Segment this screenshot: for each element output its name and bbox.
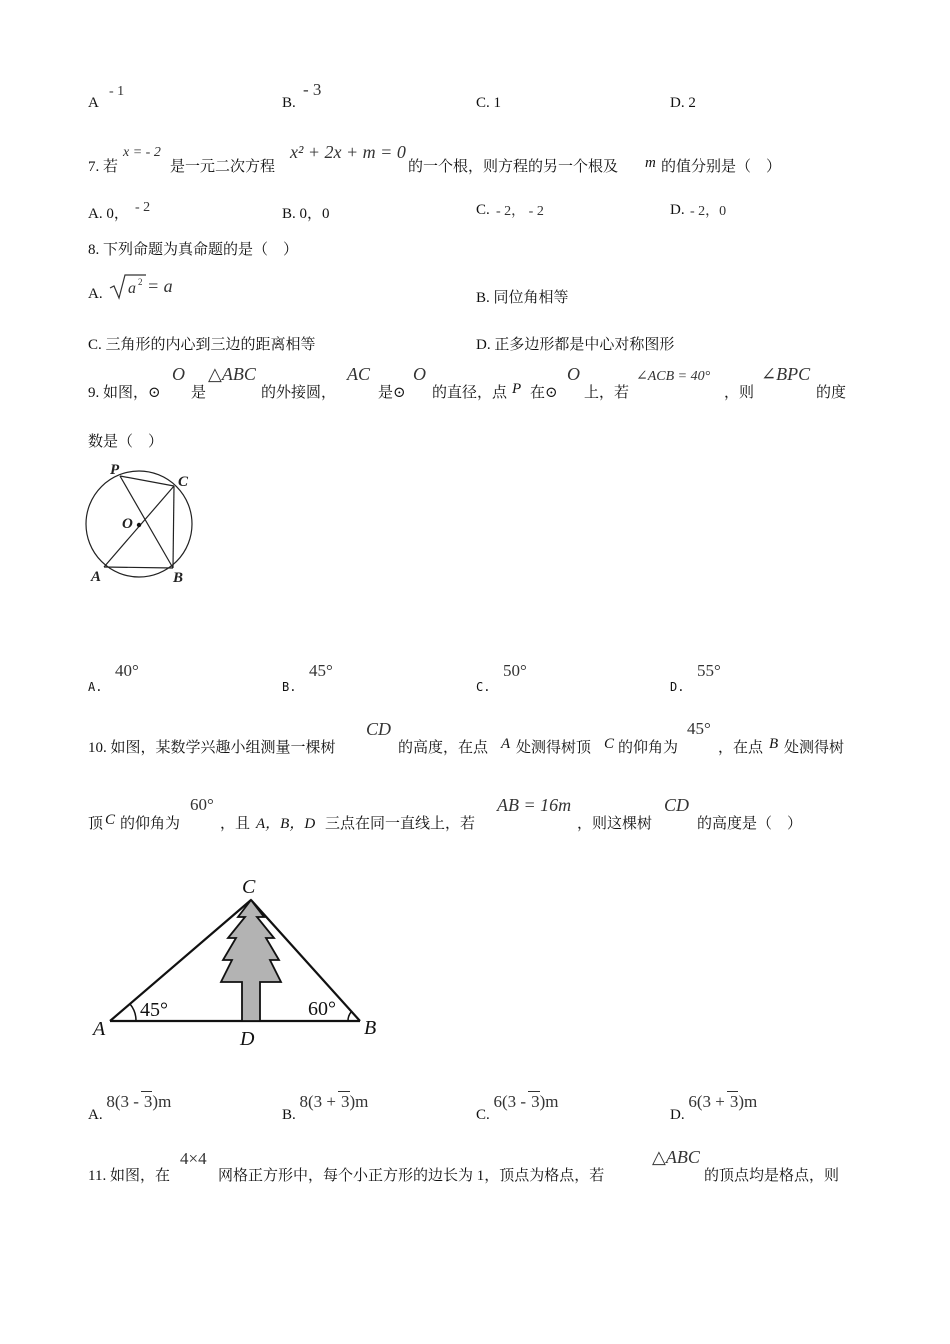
q9-point-p: P: [512, 381, 522, 397]
q10-tree-figure: [88, 870, 388, 1050]
q10-points-abd: A，B，D: [256, 816, 316, 832]
q7-stem-tail: 的一个根，则方程的另一个根及: [408, 159, 619, 175]
q7-option-b: B. 0，0: [282, 206, 330, 222]
q9-stem-5: 的直径，点: [432, 385, 508, 401]
q10-option-b-pre: 8(3 +: [299, 1092, 337, 1111]
q10-option-c-root: 3: [528, 1091, 540, 1111]
q9-stem-2: 是: [191, 385, 207, 401]
q10-option-c-post: )m: [539, 1092, 559, 1111]
q7-root-expression: x = - 2: [123, 145, 161, 160]
q10-stem-l2-3: ，且: [220, 816, 251, 832]
q9-angle-bpc: ∠BPC: [761, 364, 811, 384]
q8-option-b: B. 同位角相等: [476, 290, 569, 306]
q10-fig-label-c: C: [242, 876, 256, 898]
q10-point-c: C: [604, 736, 615, 752]
q9-fig-label-p: P: [110, 462, 120, 478]
svg-text:2: 2: [138, 277, 143, 287]
q10-angle-45: 45°: [687, 719, 711, 738]
q6-option-a-label: A: [88, 95, 99, 111]
q11-stem-2: 网格正方形中，每个小正方形的边长为 1，顶点为格点，若: [218, 1168, 605, 1184]
q10-stem-4: 的仰角为: [618, 740, 679, 756]
q10-option-d-post: )m: [738, 1092, 758, 1111]
q6-option-d: D. 2: [670, 95, 696, 111]
q11-stem-1: 11. 如图，在: [88, 1168, 170, 1184]
q9-triangle-abc: △ABC: [208, 364, 256, 384]
q7-option-a-label: A. 0，: [88, 206, 129, 222]
q10-angle-60: 60°: [190, 795, 214, 814]
q9-option-d-value: 55°: [697, 661, 721, 680]
q7-stem-end: 的值分别是（ ）: [661, 159, 782, 175]
q6-option-a-value: - 1: [109, 84, 125, 99]
q8-option-a-label: A.: [88, 286, 103, 302]
q10-option-b-root: 3: [338, 1091, 350, 1111]
q10-stem-3: 处测得树顶: [516, 740, 592, 756]
q10-point-a: A: [501, 736, 511, 752]
q6-option-b-label: B.: [282, 95, 296, 111]
q6-option-c: C. 1: [476, 95, 502, 111]
q10-stem-l2-1: 顶: [88, 816, 104, 832]
q10-stem-2: 的高度，在点: [398, 740, 489, 756]
q10-option-d: [670, 1092, 758, 1123]
q10-option-d-root: 3: [727, 1091, 739, 1111]
q9-stem-9: 的度: [816, 385, 847, 401]
q10-option-d-label: D.: [670, 1107, 685, 1123]
q9-stem-3: 的外接圆，: [261, 385, 337, 401]
q10-option-a-root: 3: [141, 1091, 153, 1111]
q9-stem-4: 是⊙: [378, 385, 406, 401]
q10-stem-l2-5: ，则这棵树: [577, 816, 653, 832]
q7-option-d-label: D.: [670, 202, 685, 218]
q11-stem-3: 的顶点均是格点，则: [704, 1168, 840, 1184]
svg-text:a: a: [128, 280, 136, 297]
q10-option-a: [88, 1092, 172, 1123]
q8-option-a-sqrt: [108, 272, 148, 302]
q10-stem-1: 10. 如图，某数学兴趣小组测量一棵树: [88, 740, 336, 756]
q10-option-a-pre: 8(3 -: [106, 1092, 139, 1111]
q9-circle-o-2: O: [413, 364, 426, 384]
q9-fig-label-a: A: [91, 569, 102, 585]
q10-option-b-post: )m: [349, 1092, 369, 1111]
q9-fig-label-b: B: [173, 570, 184, 586]
q9-stem-1: 9. 如图，⊙: [88, 385, 161, 401]
q10-point-b: B: [769, 736, 779, 752]
q9-circle-o-3: O: [567, 364, 580, 384]
q10-fig-label-a: A: [93, 1018, 106, 1040]
q10-fig-angle-60: 60°: [308, 998, 336, 1020]
q7-stem-mid: 是一元二次方程: [170, 159, 276, 175]
q9-stem-7: 上，若: [584, 385, 630, 401]
q10-option-b-label: B.: [282, 1107, 296, 1123]
q7-variable-m: m: [645, 155, 656, 171]
q10-option-a-label: A.: [88, 1107, 103, 1123]
q7-option-c-value: - 2， - 2: [496, 204, 544, 219]
q10-stem-l2-c: C: [105, 812, 116, 828]
q10-stem-l2-4: 三点在同一直线上，若: [325, 816, 476, 832]
q8-stem: 8. 下列命题为真命题的是（ ）: [88, 242, 299, 258]
q7-equation: x² + 2x + m = 0: [290, 142, 406, 162]
q10-option-c-pre: 6(3 -: [493, 1092, 527, 1111]
q10-option-b: [282, 1092, 369, 1123]
q9-stem-line2: 数是（ ）: [88, 434, 164, 450]
q9-option-b-label: B.: [282, 680, 297, 694]
q9-stem-6: 在⊙: [530, 385, 558, 401]
q10-fig-label-b: B: [364, 1017, 377, 1039]
q9-circle-figure: [80, 455, 210, 590]
q6-option-b-value: - 3: [303, 80, 322, 99]
q9-angle-acb: ∠ACB = 40°: [636, 369, 711, 384]
q10-option-c-label: C.: [476, 1107, 490, 1123]
q10-tree-cd-2: CD: [664, 795, 690, 815]
q9-option-d-label: D.: [670, 680, 685, 694]
q9-fig-label-c: C: [178, 474, 189, 490]
q8-option-a-expr: = a: [147, 276, 173, 296]
q10-stem-l2-2: 的仰角为: [120, 816, 181, 832]
q8-option-d: D. 正多边形都是中心对称图形: [476, 337, 675, 353]
q10-fig-angle-45: 45°: [140, 999, 168, 1021]
q7-option-d-value: - 2，0: [690, 204, 727, 219]
q9-stem-8: ，则: [724, 385, 755, 401]
q7-option-a-value: - 2: [135, 200, 151, 215]
q9-option-a-label: A.: [88, 680, 103, 694]
q11-grid-size: 4×4: [180, 1149, 207, 1168]
q10-option-c: [476, 1092, 559, 1123]
q9-option-a-value: 40°: [115, 661, 139, 680]
q10-fig-label-d: D: [240, 1028, 255, 1050]
q9-fig-label-o: O: [122, 516, 133, 532]
q10-stem-l2-6: 的高度是（ ）: [697, 816, 803, 832]
q7-number: 7. 若: [88, 159, 119, 175]
q11-triangle-abc: △ABC: [652, 1147, 700, 1167]
q10-ab-length: AB = 16m: [497, 795, 572, 815]
q10-tree-cd-1: CD: [366, 719, 392, 739]
q10-stem-6: 处测得树: [784, 740, 845, 756]
q10-option-d-pre: 6(3 +: [688, 1092, 725, 1111]
q9-diameter-ac: AC: [347, 364, 371, 384]
q8-option-c: C. 三角形的内心到三边的距离相等: [88, 337, 316, 353]
q9-circle-o-1: O: [172, 364, 185, 384]
q10-stem-5: ，在点: [718, 740, 764, 756]
q7-option-c-label: C.: [476, 202, 490, 218]
q10-option-a-post: )m: [152, 1092, 172, 1111]
q9-option-c-label: C.: [476, 680, 491, 694]
q9-option-b-value: 45°: [309, 661, 333, 680]
q9-option-c-value: 50°: [503, 661, 527, 680]
